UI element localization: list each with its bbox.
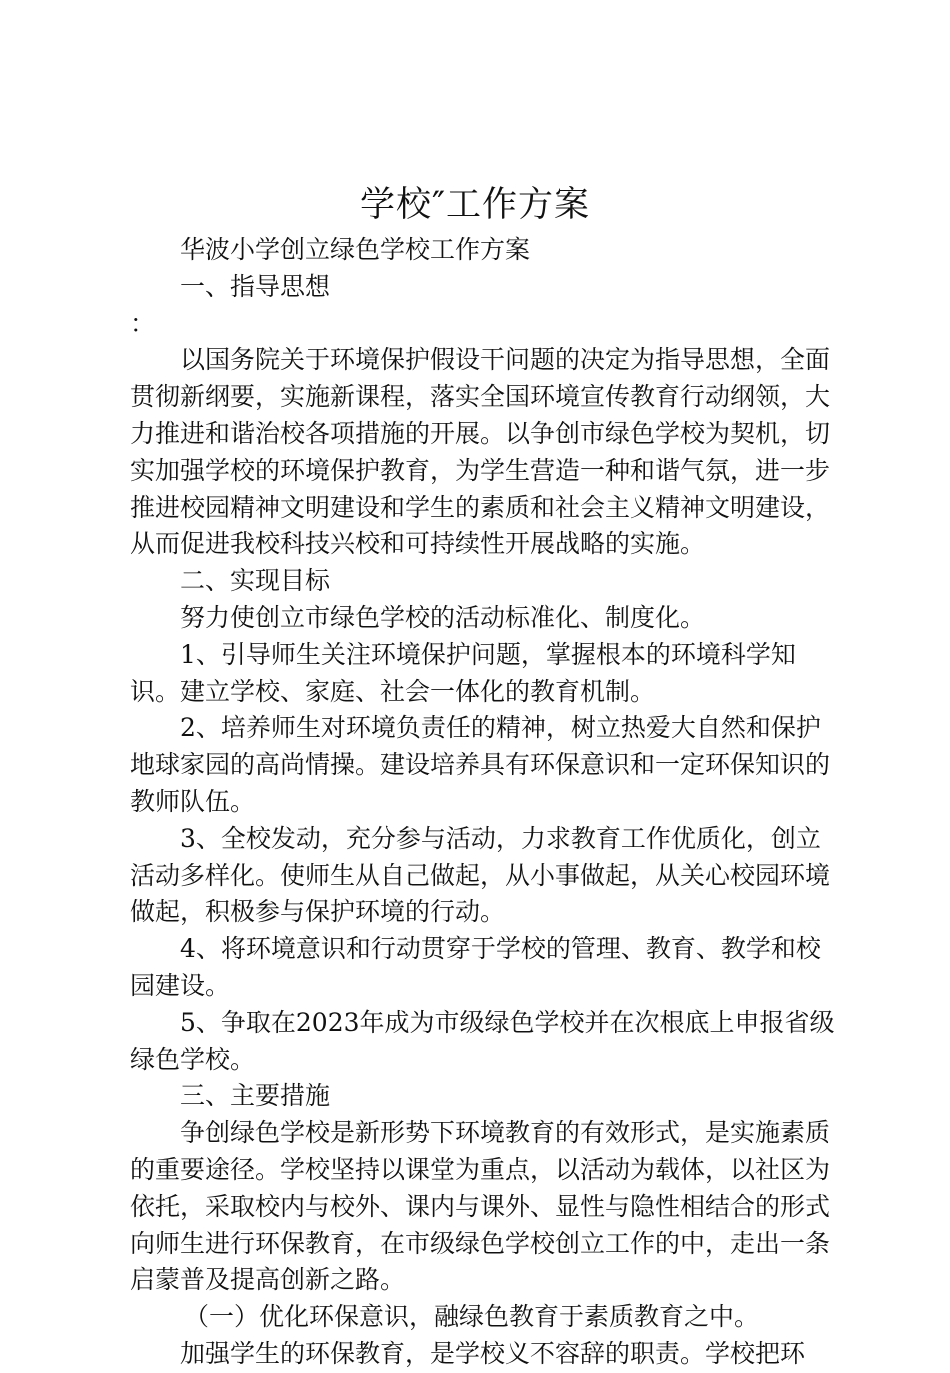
subtitle-paragraph: 华波小学创立绿色学校工作方案	[180, 235, 531, 264]
body-paragraph-goals-intro: 努力使创立市绿色学校的活动标准化、制度化。	[180, 602, 706, 632]
document-title: 学校″工作方案	[359, 185, 591, 225]
document-body	[130, 232, 842, 1373]
colon-line: ：	[130, 308, 156, 338]
section-heading-goals: 二、实现目标	[180, 566, 331, 596]
section-heading-measures: 三、主要措施	[180, 1081, 331, 1111]
goal-item-3: 3、全校发动，充分参与活动，力求教育工作优质化，创立活动多样化。使师生从自己做起，从小事做起，从关心校园环境做起，积极参与保护环境的行动。	[130, 823, 831, 927]
section-heading-guiding-thought: 一、指导思想	[180, 271, 331, 301]
body-paragraph-subsection-1: 加强学生的环保教育，是学校义不容辞的职责。学校把环	[180, 1338, 806, 1368]
body-paragraph-measures: 争创绿色学校是新形势下环境教育的有效形式，是实施素质的重要途径。学校坚持以课堂为重点，以活动为载体，以社区为依托，采取校内与校外、课内与课外、显性与隐性相结合的形式向师生进行环保教育，在市级绿色学校创立工作的中，走出一条启蒙普及提高创新之路。	[130, 1118, 831, 1295]
body-paragraph-guiding-thought: 以国务院关于环境保护假设干问题的决定为指导思想，全面贯彻新纲要，实施新课程，落实全国环境宣传教育行动纲领，大力推进和谐治校各项措施的开展。以争创市绿色学校为契机，切实加强学校的环境保护教育，为学生营造一种和谐气氛，进一步推进校园精神文明建设和学生的素质和社会主义精神文明建设，从而促进我校科技兴校和可持续性开展战略的实施。	[130, 345, 831, 559]
goal-item-1: 1、引导师生关注环境保护问题，掌握根本的环境科学知识。建立学校、家庭、社会一体化的教育机制。	[130, 639, 796, 706]
goal-item-4: 4、将环境意识和行动贯穿于学校的管理、教育、教学和校园建设。	[130, 934, 821, 1000]
goal-item-2: 2、培养师生对环境负责任的精神，树立热爱大自然和保护地球家园的高尚情操。建设培养具有环保意识和一定环保知识的教师队伍。	[130, 713, 831, 816]
goal-item-5: 5、争取在2023年成为市级绿色学校并在次根底上申报省级绿色学校。	[130, 1007, 835, 1074]
subsection-heading-1: （一）优化环保意识，融绿色教育于素质教育之中。	[184, 1302, 760, 1332]
